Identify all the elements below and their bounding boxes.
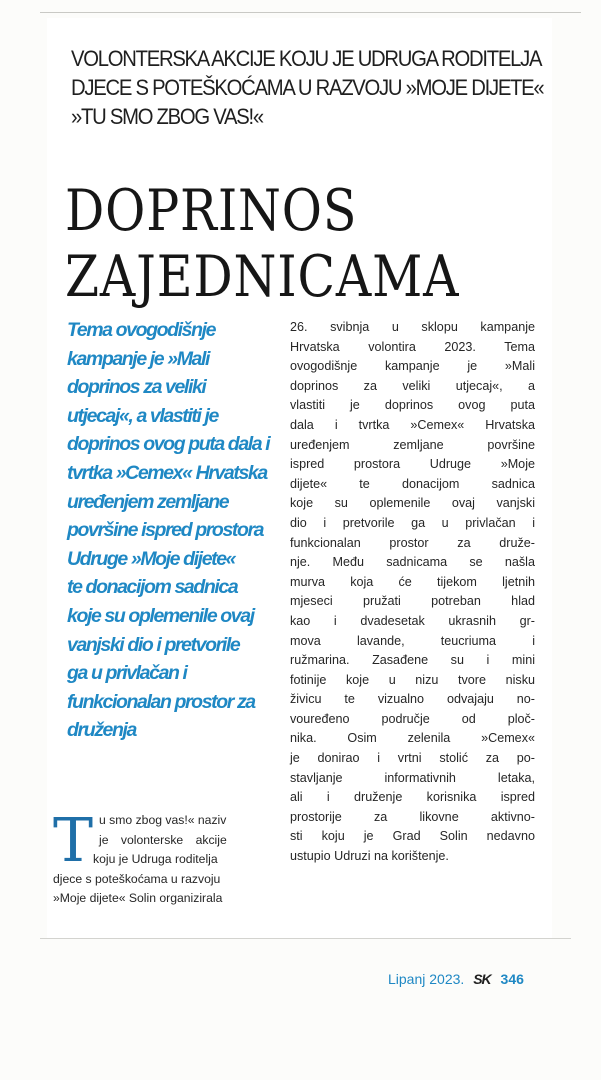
body-line: stavljanje informativnih letaka, [290,770,535,785]
body-line: 26. svibnja u sklopu kampanje [290,320,535,334]
headline-line: ZAJEDNICAMA [65,244,460,310]
magazine-logo: SK [473,971,491,987]
kicker [71,44,544,131]
kicker-line: VOLONTERSKA AKCIJE KOJU JE UDRUGA RODITELJA [71,46,542,71]
lead-line: funkcionalan prostor za [67,690,255,713]
body-line: doprinos za veliki utjecaj«, a [290,378,535,393]
body-line: u smo zbog vas!« naziv [99,813,227,827]
scan-edge [40,12,581,13]
body-line: dijete« te donacijom sadnica [290,476,535,491]
headline-line: DOPRINOS [65,178,358,244]
body-right-column [290,318,535,867]
body-line: dala i tvrtka »Cemex« Hrvatska [290,417,535,432]
lead-line: vanjski dio i pretvorile [67,633,240,656]
lead-line: druženja [67,719,136,742]
lead-line: koje su oplemenile ovaj [67,604,254,627]
page-footer [388,971,524,987]
lead-line: doprinos za veliki [67,376,206,399]
body-line: ružmarina. Zasađene su i mini [290,653,535,668]
body-left-column [53,806,323,909]
body-line: murva koja će tijekom ljetnih [290,574,535,589]
body-line: djece s poteškoćama u razvoju [53,871,221,886]
body-line: vouređeno područje od ploč- [290,711,535,726]
body-line: koje su oplemenile ovaj vanjski [290,496,535,511]
lead-line: površine ispred prostora [67,519,264,542]
lead-line: ga u privlačan i [67,662,187,685]
body-line: nika. Osim zelenila »Cemex« [290,731,535,746]
kicker-line: »TU SMO ZBOG VAS!« [71,104,263,129]
lead-line: te donacijom sadnica [67,576,238,599]
body-line: je donirao i vrtni stolić za po- [290,751,535,766]
lead-line: kampanje je »Mali [67,347,210,370]
lead-line: Udruge »Moje dijete« [67,547,236,570]
lead-line: utjecaj«, a vlastiti je [67,404,218,427]
body-line: dio i pretvorile ga u privlačan i [290,515,535,530]
body-line: nje. Među sadnicama se našla [290,555,535,570]
kicker-line: DJECE S POTEŠKOĆAMA U RAZVOJU »MOJE DIJETE« [71,75,544,100]
body-line: fotinije koje u nizu tvore nisku [290,672,535,687]
body-line: koju je Udruga roditelja [93,852,218,867]
page-edge [40,938,571,939]
body-line: živicu te vizualno odvajaju no- [290,692,535,707]
issue-date: Lipanj 2023. [388,971,465,987]
body-line: ali i druženje korisnika ispred [290,790,535,805]
lead-line: uređenjem zemljane [67,490,229,513]
body-line: ispred prostora Udruge »Moje [290,457,535,472]
body-line: ovogodišnje kampanje je »Mali [290,359,535,374]
drop-cap: T [53,806,94,876]
body-line: »Moje dijete« Solin organizirala [53,891,223,906]
body-line: kao i dvadesetak ukrasnih gr- [290,613,535,628]
article-page [47,18,552,938]
lead-line: doprinos ovog puta dala i [67,433,270,456]
lead-line: tvrtka »Cemex« Hrvatska [67,461,267,484]
body-line: Hrvatska volontira 2023. Tema [290,339,535,354]
body-line: funkcionalan prostor za druže- [290,535,535,550]
body-line: sti koju je Grad Solin nedavno [290,829,535,844]
lead-line: Tema ovogodišnje [67,319,216,341]
body-line: mova lavande, teucriuma i [290,633,535,648]
body-line: ustupio Udruzi na korištenje. [290,849,449,864]
body-line: mjeseci pružati potreban hlad [290,594,535,609]
body-line: je volonterske akcije [99,832,227,847]
headline [65,178,486,310]
body-line: vlastiti je doprinos ovog puta [290,398,535,413]
body-line: uređenjem zemljane površine [290,437,535,452]
body-line: prostorije za likovne aktivno- [290,809,535,824]
page-number: 346 [500,971,524,987]
